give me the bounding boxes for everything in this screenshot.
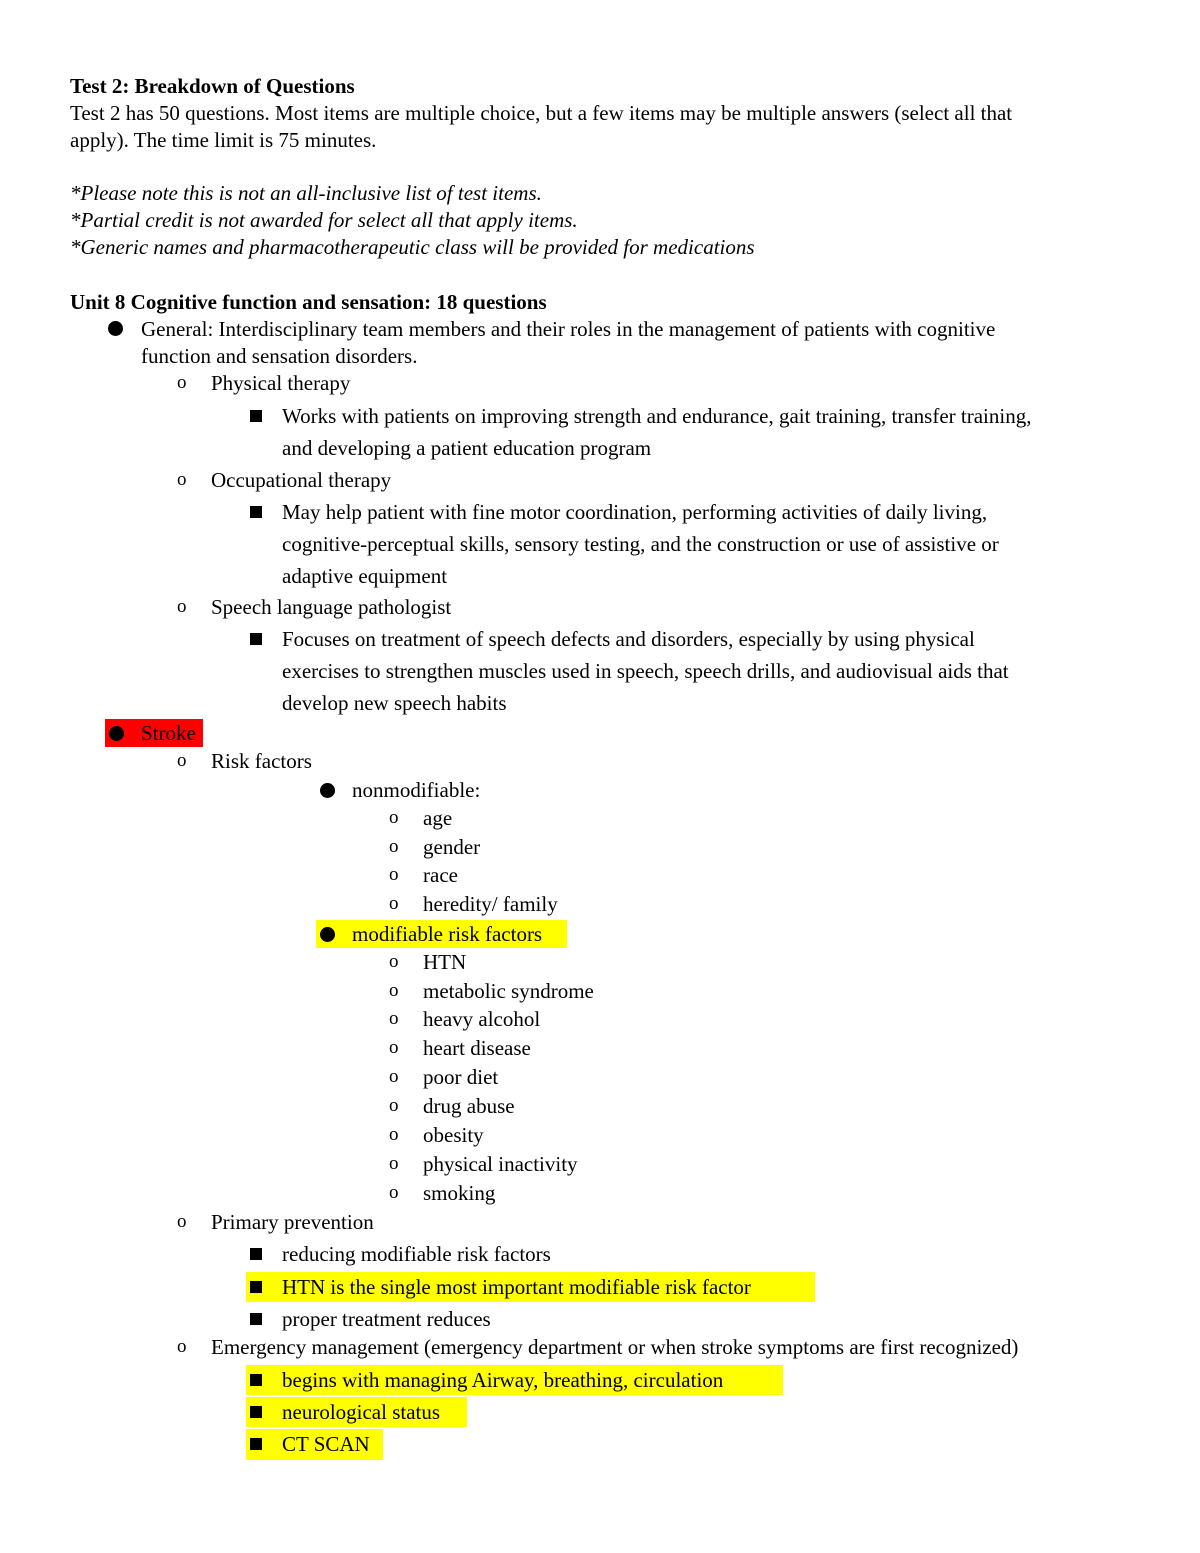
role-desc-line: exercises to strengthen muscles used in speech, speech drills, and audiovisual aids that [282,659,1009,683]
circle-bullet-icon: o [389,1066,399,1087]
list-item: CT SCAN [282,1432,370,1456]
square-bullet-icon [250,410,262,422]
bullet-dot-icon [320,783,335,798]
circle-bullet-icon: o [177,372,187,393]
role-desc-line: Works with patients on improving strength and endurance, gait training, transfer training, [282,404,1032,428]
square-bullet-icon [250,1438,262,1450]
list-item: smoking [423,1181,496,1205]
bullet-dot-icon [109,726,124,741]
list-item: proper treatment reduces [282,1307,491,1331]
circle-bullet-icon: o [177,596,187,617]
list-item: heredity/ family [423,892,558,916]
list-item: HTN is the single most important modifiable risk factor [282,1275,751,1299]
circle-bullet-icon: o [389,951,399,972]
square-bullet-icon [250,1374,262,1386]
list-item: HTN [423,950,467,974]
list-item: obesity [423,1123,484,1147]
unit-heading: Unit 8 Cognitive function and sensation: 18 questions [70,290,547,314]
general-text-line: function and sensation disorders. [141,344,418,368]
list-item: poor diet [423,1065,499,1089]
circle-bullet-icon: o [389,1153,399,1174]
square-bullet-icon [250,1406,262,1418]
stroke-heading: Stroke [141,721,196,745]
role-name: Physical therapy [211,371,351,395]
square-bullet-icon [250,506,262,518]
list-item: reducing modifiable risk factors [282,1242,551,1266]
list-item: neurological status [282,1400,441,1424]
circle-bullet-icon: o [389,1182,399,1203]
circle-bullet-icon: o [389,893,399,914]
risk-factors-label: Risk factors [211,749,312,773]
role-desc-line: Focuses on treatment of speech defects and disorders, especially by using physical [282,627,975,651]
modifiable-label: modifiable risk factors [352,922,543,946]
circle-bullet-icon: o [389,807,399,828]
circle-bullet-icon: o [177,750,187,771]
role-desc-line: May help patient with fine motor coordination, performing activities of daily living, [282,500,988,524]
nonmodifiable-label: nonmodifiable: [352,778,481,802]
primary-prevention-label: Primary prevention [211,1210,374,1234]
circle-bullet-icon: o [389,1037,399,1058]
note-line: *Please note this is not an all-inclusive list of test items. [70,181,542,205]
note-line: *Generic names and pharmacotherapeutic class will be provided for medications [70,235,755,259]
circle-bullet-icon: o [389,1124,399,1145]
square-bullet-icon [250,1281,262,1293]
role-desc-line: and developing a patient education program [282,436,652,460]
list-item: race [423,863,458,887]
list-item: physical inactivity [423,1152,578,1176]
square-bullet-icon [250,1248,262,1260]
emergency-label: Emergency management (emergency department or when stroke symptoms are first recognized) [211,1335,1019,1359]
list-item: gender [423,835,481,859]
list-item: age [423,806,453,830]
role-desc-line: adaptive equipment [282,564,448,588]
role-name: Speech language pathologist [211,595,452,619]
circle-bullet-icon: o [177,1211,187,1232]
list-item: metabolic syndrome [423,979,594,1003]
circle-bullet-icon: o [177,469,187,490]
role-name: Occupational therapy [211,468,392,492]
list-item: begins with managing Airway, breathing, circulation [282,1368,724,1392]
role-desc-line: develop new speech habits [282,691,507,715]
circle-bullet-icon: o [177,1336,187,1357]
list-item: drug abuse [423,1094,515,1118]
role-desc-line: cognitive-perceptual skills, sensory testing, and the construction or use of assistive or [282,532,999,556]
square-bullet-icon [250,1313,262,1325]
list-item: heart disease [423,1036,531,1060]
circle-bullet-icon: o [389,1008,399,1029]
bullet-dot-icon [320,927,335,942]
intro-text-line: apply). The time limit is 75 minutes. [70,128,377,152]
circle-bullet-icon: o [389,864,399,885]
note-line: *Partial credit is not awarded for select all that apply items. [70,208,578,232]
list-item: heavy alcohol [423,1007,541,1031]
bullet-dot-icon [108,321,123,336]
intro-text-line: Test 2 has 50 questions. Most items are multiple choice, but a few items may be multiple answers (select all that [70,101,1013,125]
circle-bullet-icon: o [389,836,399,857]
square-bullet-icon [250,633,262,645]
general-text-line: General: Interdisciplinary team members and their roles in the management of patients with cognitive [141,317,996,341]
document-title: Test 2: Breakdown of Questions [70,74,355,98]
circle-bullet-icon: o [389,980,399,1001]
circle-bullet-icon: o [389,1095,399,1116]
